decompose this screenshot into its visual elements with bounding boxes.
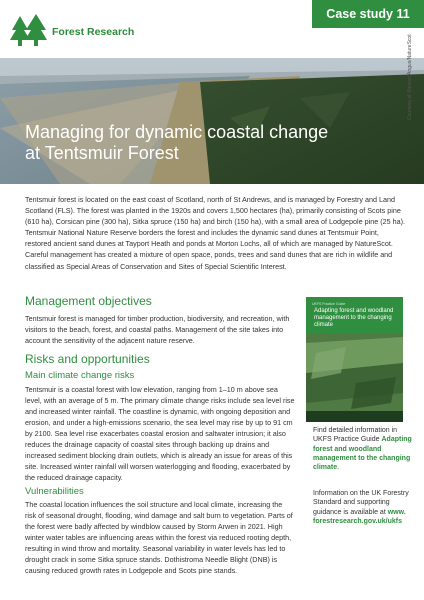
coastal-forest-photo	[0, 58, 424, 184]
ukfs-info	[313, 489, 413, 526]
forest-research-logo	[10, 14, 150, 48]
case-study-badge: Case study 11	[312, 0, 424, 28]
management-text: Tentsmuir forest is managed for timber production, biodiversity, and recreation, with visitors to the beach, forest, and coastal paths. Management of the site takes into account the sensitivity of the adjacent nature reserve.	[25, 314, 290, 345]
page-header	[0, 0, 424, 58]
vulnerabilities-text: The coastal location influences the soil structure and local climate, increasing the risk of seasonal drought, flooding, wind damage and salt burn to vegetation. Parts of the forest were badly affected by windblow caused by Storm Arwen in 2021. High winter water tables are influencing areas within the forest via reduced rooting depth, resulting in wind throw and mortality. Seasonal variability in water levels has led to drought crack in some Sitka spruce stands. Dothistroma Needle Blight (DNB) is causing reduced growth rates in Lodgepole and Scots pine stands.	[25, 500, 293, 575]
ukfs-text: Information on the UK Forestry Standard and supporting guidance is available at	[313, 490, 409, 516]
management-heading: Management objectives	[25, 294, 152, 308]
cover-title: Adapting forest and woodland management to the changing climate	[314, 308, 394, 328]
title-line-2: at Tentsmuir Forest	[25, 143, 179, 163]
climate-risks-text: Tentsmuir is a coastal forest with low elevation, ranging from 1–10 m above sea level, with an average of 5 m. The primary climate change risks include sea level rise and increased winter rainfall. The coastline is dynamic, with ongoing deposition and erosion, and under a high-emissions scenario, the sea level may rise by up to 91 cm by 2100. Sea level rise exacerbates coastal erosion and saltwater intrusion; it also reduces the drainage capacity of coastal sites through backing up drains and increased sediment blocking drain outlets, which is already an issue for areas of this site. Increased winter rainfall will worsen waterlogging and flooding, exacerbated by the reduced drainage capacity.	[25, 385, 295, 482]
title-line-1: Managing for dynamic coastal change	[25, 122, 329, 142]
climate-risks-subheading: Main climate change risks	[25, 370, 135, 381]
intro-paragraph: Tentsmuir forest is located on the east coast of Scotland, north of St Andrews, and is managed by Forestry and Land Scotland (FLS). The forest was planted in the 1920s and covers 1,500 hectares (ha), primarily consisting of Scots pine (610 ha), Corsican pine (300 ha), Sitka spruce (150 ha) and birch (150 ha), with a small area of Lodgepole pine (25 ha). Tentsmuir National Nature Reserve borders the forest and includes the dynamic sand dunes at Tentsmuir Point, restored ancient sand dunes at Tayport Heath and ponds at Morton Lochs, all of which are managed by NatureScot. Careful management has created a mixture of open space, ponds, trees and sand dunes that are rich in wildlife and classified as Special Areas of Conservation and Sites of Special Scientific Interest.	[25, 195, 405, 271]
page-title	[25, 122, 395, 164]
cover-series-label: UKFS Practice Guide	[312, 302, 346, 306]
guide-end: .	[337, 464, 340, 472]
risks-heading: Risks and opportunities	[25, 352, 150, 366]
photo-credit: Courtesy of Stewart Angus/NatureScot	[407, 34, 413, 120]
cover-forest-image	[306, 333, 403, 422]
brand-name: Forest Research	[52, 26, 135, 38]
guide-text: Find detailed information in UKFS Practice Guide	[313, 427, 398, 444]
guide-link[interactable]: Adapting forest and woodland management to the changing climate	[313, 436, 412, 472]
practice-guide-cover[interactable]	[306, 297, 403, 422]
guide-info	[313, 426, 413, 472]
hero-image	[0, 58, 424, 184]
ukfs-link[interactable]: www. forestresearch.gov.uk/ukfs	[313, 508, 406, 525]
vulnerabilities-heading: Vulnerabilities	[25, 486, 84, 497]
tree-icon	[10, 14, 48, 48]
